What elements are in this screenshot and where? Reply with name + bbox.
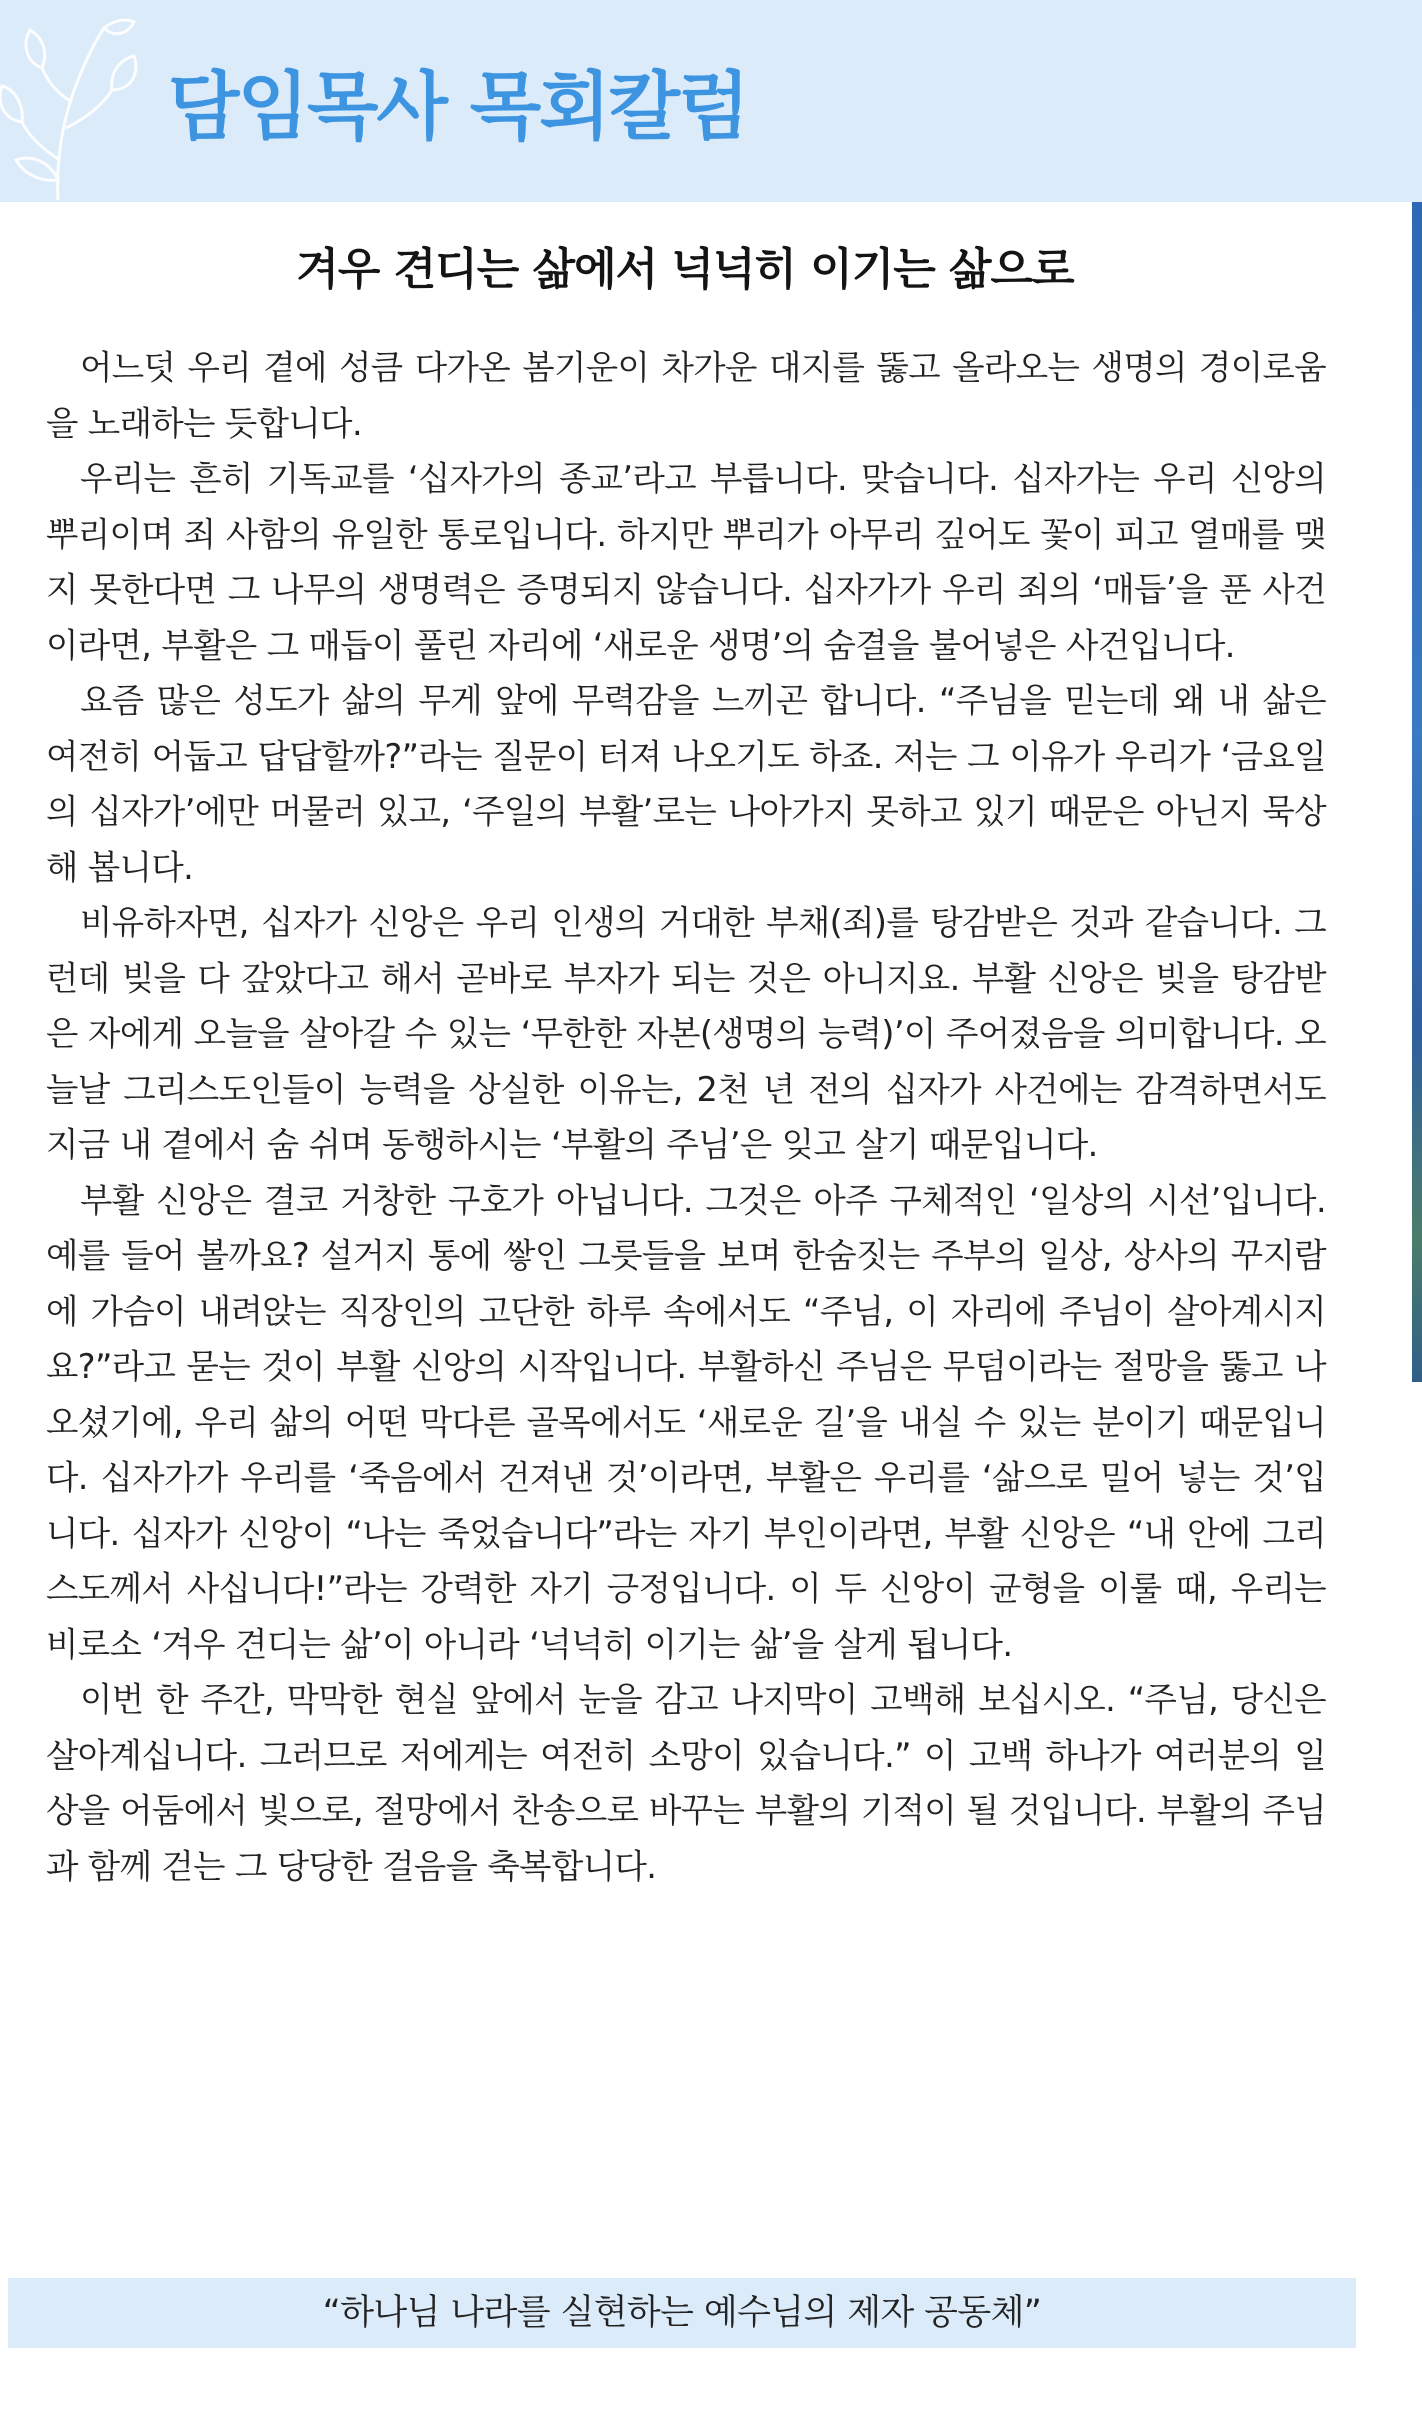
article-paragraph: 비유하자면, 십자가 신앙은 우리 인생의 거대한 부채(죄)를 탕감받은 것과 같습니다. 그런데 빚을 다 갚았다고 해서 곧바로 부자가 되는 것은 아니지요. 부활 신앙은 빚을 탕감받은 자에게 오늘을 살아갈 수 있는 ‘무한한 자본(생명의 능력)’이 주어졌음을 의미합니다. 오늘날 그리스도인들이 능력을 상실한 이유는, 2천 년 전의 십자가 사건에는 감격하면서도 지금 내 곁에서 숨 쉬며 동행하시는 ‘부활의 주님’은 잊고 살기 때문입니다. <box>46 903 1326 1164</box>
article-paragraph: 어느덧 우리 곁에 성큼 다가온 봄기운이 차가운 대지를 뚫고 올라오는 생명의 경이로움을 노래하는 듯합니다. <box>46 348 1326 443</box>
article-title: 겨우 견디는 삶에서 넉넉히 이기는 삶으로 <box>296 244 1074 295</box>
article-paragraph: 이번 한 주간, 막막한 현실 앞에서 눈을 감고 나지막이 고백해 보십시오. “주님, 당신은 살아계십니다. 그러므로 저에게는 여전히 소망이 있습니다.” 이 고백 하나가 여러분의 일상을 어둠에서 빛으로, 절망에서 찬송으로 바꾸는 부활의 기적이 될 것입니다. 부활의 주님과 함께 걷는 그 당당한 걸음을 축복합니다. <box>46 1680 1326 1886</box>
church-motto-banner <box>8 2278 1356 2348</box>
article-paragraph: 요즘 많은 성도가 삶의 무게 앞에 무력감을 느끼곤 합니다. “주님을 믿는데 왜 내 삶은 여전히 어둡고 답답할까?”라는 질문이 터져 나오기도 하죠. 저는 그 이유가 우리가 ‘금요일의 십자가’에만 머물러 있고, ‘주일의 부활’로는 나아가지 못하고 있기 때문은 아닌지 묵상해 봅니다. <box>46 681 1326 887</box>
article-paragraph: 부활 신앙은 결코 거창한 구호가 아닙니다. 그것은 아주 구체적인 ‘일상의 시선’입니다. 예를 들어 볼까요? 설거지 통에 쌓인 그릇들을 보며 한숨짓는 주부의 일상, 상사의 꾸지람에 가슴이 내려앉는 직장인의 고단한 하루 속에서도 “주님, 이 자리에 주님이 살아계시지요?”라고 묻는 것이 부활 신앙의 시작입니다. 부활하신 주님은 무덤이라는 절망을 뚫고 나오셨기에, 우리 삶의 어떤 막다른 골목에서도 ‘새로운 길’을 내실 수 있는 분이기 때문입니다. 십자가가 우리를 ‘죽음에서 건져낸 것’이라면, 부활은 우리를 ‘삶으로 밀어 넣는 것’입니다. 십자가 신앙이 “나는 죽었습니다”라는 자기 부인이라면, 부활 신앙은 “내 안에 그리스도께서 사십니다!”라는 강력한 자기 긍정입니다. 이 두 신앙이 균형을 이룰 때, 우리는 비로소 ‘겨우 견디는 삶’이 아니라 ‘넉넉히 이기는 삶’을 살게 됩니다. <box>46 1180 1326 1664</box>
leaf-branch-icon <box>0 10 140 200</box>
church-motto: “하나님 나라를 실현하는 예수님의 제자 공동체” <box>322 2293 1042 2333</box>
article-paragraph: 우리는 흔히 기독교를 ‘십자가의 종교’라고 부릅니다. 맞습니다. 십자가는 우리 신앙의 뿌리이며 죄 사함의 유일한 통로입니다. 하지만 뿌리가 아무리 깊어도 꽃이 피고 열매를 맺지 못한다면 그 나무의 생명력은 증명되지 않습니다. 십자가가 우리 죄의 ‘매듭’을 푼 사건이라면, 부활은 그 매듭이 풀린 자리에 ‘새로운 생명’의 숨결을 불어넣은 사건입니다. <box>46 459 1326 665</box>
column-title: 담임목사 목회칼럼 <box>168 64 748 150</box>
article-body <box>46 340 1326 1894</box>
side-photo-strip <box>1412 202 1422 1382</box>
column-header <box>0 0 1422 202</box>
